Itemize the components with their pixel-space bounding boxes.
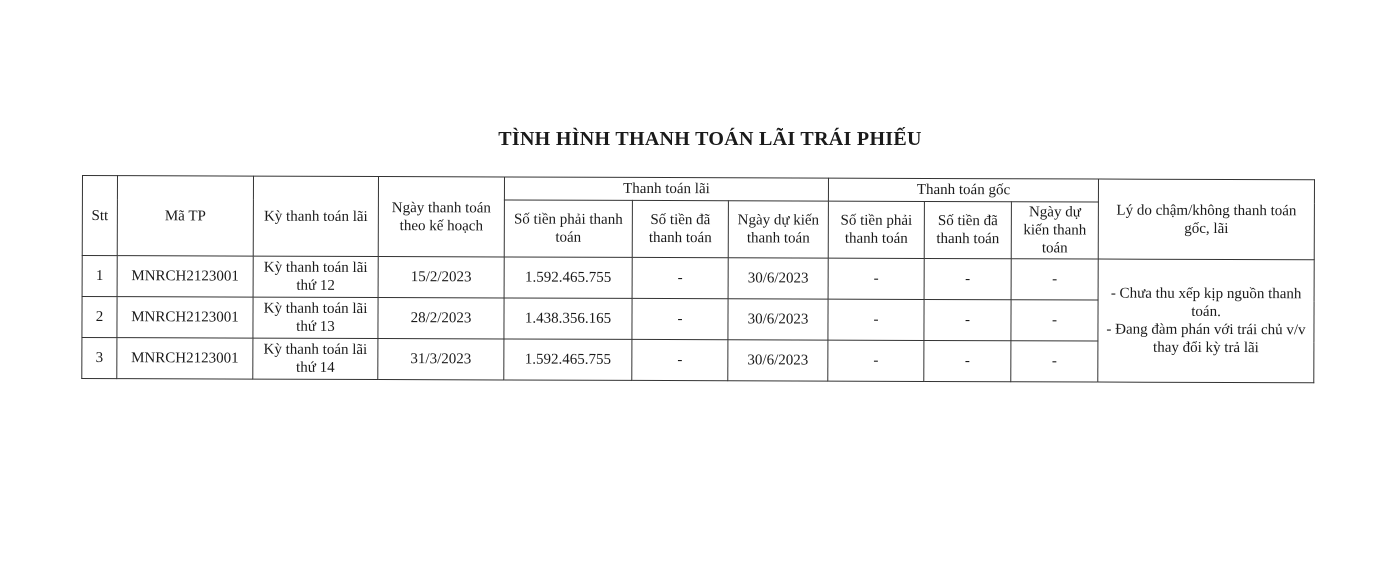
cell-lai-phai: 1.592.465.755 bbox=[504, 257, 632, 298]
header-lai-so-tien-da: Số tiền đã thanh toán bbox=[632, 200, 728, 257]
page-title: TÌNH HÌNH THANH TOÁN LÃI TRÁI PHIẾU bbox=[498, 128, 922, 150]
cell-goc-du-kien: - bbox=[1011, 259, 1098, 300]
header-lai-so-tien-phai: Số tiền phải thanh toán bbox=[504, 200, 632, 257]
cell-ma-tp: MNRCH2123001 bbox=[117, 297, 253, 338]
cell-lai-phai: 1.592.465.755 bbox=[504, 339, 632, 380]
cell-goc-da: - bbox=[924, 258, 1011, 299]
bond-interest-payment-table bbox=[81, 175, 1315, 383]
cell-lai-phai: 1.438.356.165 bbox=[504, 298, 632, 339]
cell-ngay-ke-hoach: 15/2/2023 bbox=[378, 257, 504, 298]
cell-lai-da: - bbox=[632, 339, 728, 380]
cell-goc-du-kien: - bbox=[1011, 300, 1098, 341]
header-ngay-ke-hoach: Ngày thanh toán theo kế hoạch bbox=[378, 177, 504, 257]
cell-goc-du-kien: - bbox=[1011, 341, 1098, 382]
cell-goc-da: - bbox=[924, 340, 1011, 381]
cell-lai-du-kien: 30/6/2023 bbox=[728, 340, 828, 381]
cell-ky: Kỳ thanh toán lãi thứ 12 bbox=[253, 256, 378, 297]
cell-ma-tp: MNRCH2123001 bbox=[117, 256, 253, 297]
cell-lai-da: - bbox=[632, 257, 728, 298]
cell-goc-phai: - bbox=[828, 258, 924, 299]
cell-goc-da: - bbox=[924, 299, 1011, 340]
cell-lai-da: - bbox=[632, 298, 728, 339]
cell-lai-du-kien: 30/6/2023 bbox=[728, 258, 828, 299]
cell-ngay-ke-hoach: 28/2/2023 bbox=[378, 298, 504, 339]
cell-goc-phai: - bbox=[828, 340, 924, 381]
cell-ngay-ke-hoach: 31/3/2023 bbox=[378, 339, 504, 380]
header-ma-tp: Mã TP bbox=[117, 176, 253, 256]
header-goc-ngay-du-kien: Ngày dự kiến thanh toán bbox=[1011, 202, 1098, 259]
cell-lai-du-kien: 30/6/2023 bbox=[728, 299, 828, 340]
cell-stt: 2 bbox=[82, 297, 117, 338]
header-group-thanh-toan-goc: Thanh toán gốc bbox=[828, 178, 1098, 202]
header-stt: Stt bbox=[82, 176, 117, 256]
header-ky-thanh-toan: Kỳ thanh toán lãi bbox=[253, 176, 378, 256]
header-goc-so-tien-phai: Số tiền phải thanh toán bbox=[828, 201, 924, 258]
cell-stt: 3 bbox=[82, 338, 117, 379]
header-group-thanh-toan-lai: Thanh toán lãi bbox=[504, 177, 828, 201]
cell-ky: Kỳ thanh toán lãi thứ 14 bbox=[253, 338, 378, 379]
header-goc-so-tien-da: Số tiền đã thanh toán bbox=[924, 201, 1011, 258]
table-row bbox=[82, 256, 1314, 301]
cell-ma-tp: MNRCH2123001 bbox=[117, 338, 253, 379]
cell-ky: Kỳ thanh toán lãi thứ 13 bbox=[253, 297, 378, 338]
cell-stt: 1 bbox=[82, 256, 117, 297]
cell-goc-phai: - bbox=[828, 299, 924, 340]
header-lai-ngay-du-kien: Ngày dự kiến thanh toán bbox=[728, 201, 828, 258]
header-ly-do: Lý do chậm/không thanh toán gốc, lãi bbox=[1098, 179, 1314, 260]
cell-ly-do: - Chưa thu xếp kịp nguồn thanh toán. - Đang đàm phán với trái chủ v/v thay đổi kỳ trả lãi bbox=[1098, 259, 1314, 383]
